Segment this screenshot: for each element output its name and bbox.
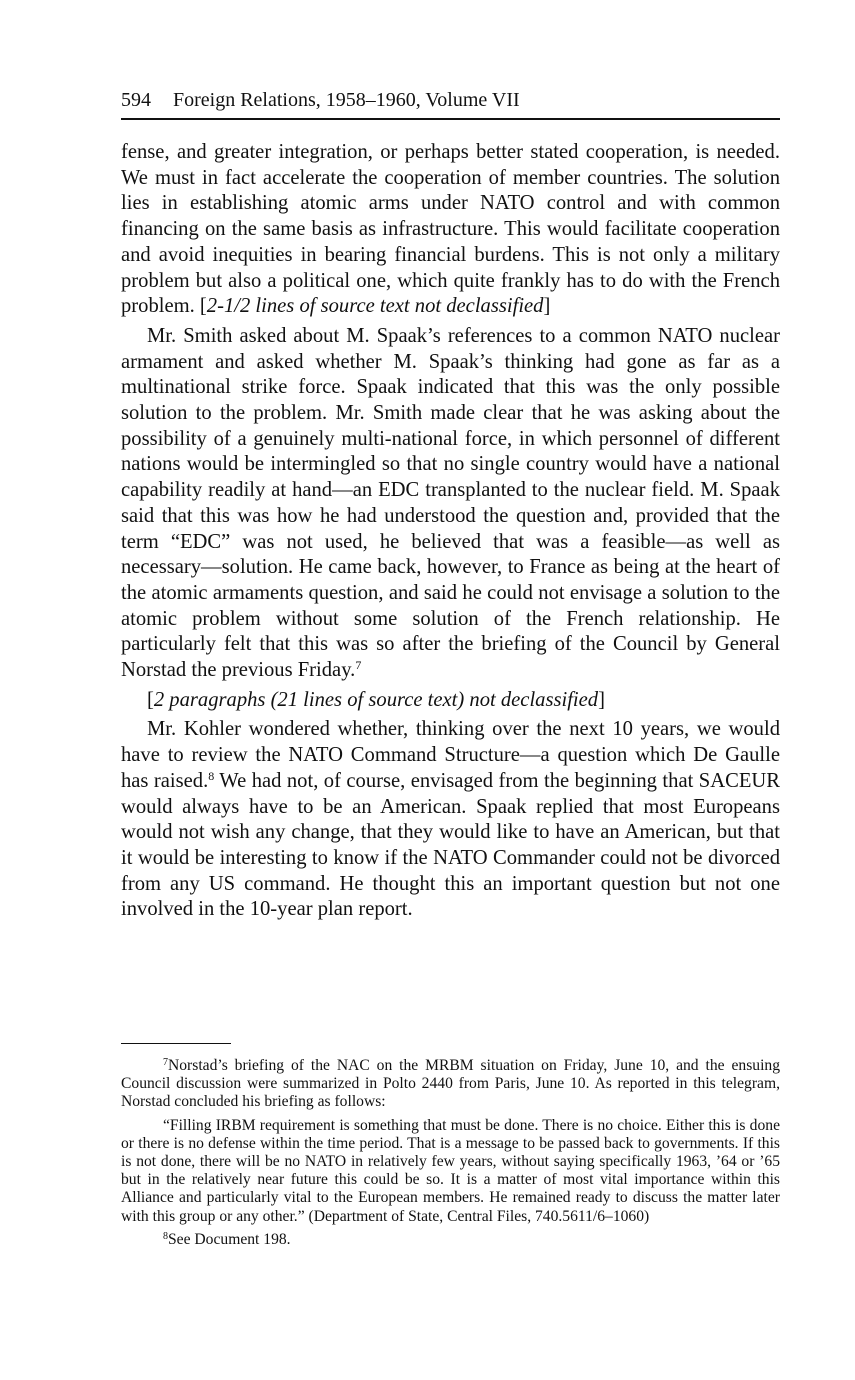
- footnote-7-quote: [121, 1117, 780, 1226]
- footnote-7-number: 7: [163, 1057, 168, 1068]
- paragraph-2: [121, 324, 780, 684]
- paragraph-4-text-a: Mr. Kohler wondered whether, thinking over the next 10 years, we would have to review the NATO Command Structure—a question which De Gaulle has raised.: [121, 718, 780, 792]
- running-header: [121, 88, 780, 120]
- bracket-close-1: ]: [543, 295, 551, 318]
- footnote-8-text: See Document 198.: [168, 1230, 291, 1248]
- bracket-open-3: [: [147, 688, 154, 711]
- footnote-divider: [121, 1043, 231, 1044]
- footnote-ref-7[interactable]: 7: [355, 658, 362, 673]
- bracket-close-3: ]: [598, 688, 605, 711]
- paragraph-1-text: fense, and greater integration, or perhaps better stated cooperation, is needed. We must in fact accelerate the cooperation of member countries. The solution lies in establishing atomic arms under NATO control and with common financing on the same basis as infrastructure. This would facilitate cooperation and avoid inequities in bearing financial burdens. This is not only a military problem but also a political one, which quite frankly has to do with the French problem. [: [121, 141, 780, 318]
- declassification-note-1: 2-1/2 lines of source text not declassified: [206, 295, 544, 318]
- main-text: [121, 140, 780, 927]
- paragraph-4-text-b: We had not, of course, envisaged from the beginning that SACEUR would always have to be an American. Spaak replied that most Europeans would not wish any change, that they would like to have an American, but that it would be interesting to know if the NATO Commander could not be divorced from any US command. He thought this an important question but not one involved in the 10-year plan report.: [121, 769, 781, 921]
- paragraph-1: [121, 140, 780, 320]
- footnotes: [121, 1057, 780, 1254]
- paragraph-2-text: Mr. Smith asked about M. Spaak’s references to a common NATO nuclear armament and asked whether M. Spaak’s thinking had gone as far as a multinational strike force. Spaak indicated that this was the only possible solution to the problem. Mr. Smith made clear that he was asking about the possibility of a genuinely multi-national force, in which personnel of different nations would be intermingled so that no single country would have a national capability readily at hand—an EDC transplanted to the nuclear field. M. Spaak said that this was how he had understood the question and, provided that the term “EDC” was not used, he believed that was a feasible—as well as necessary—solution. He came back, however, to France as being at the heart of the atomic armaments question, and said he could not envisage a solution to the atomic problem without some solution of the French relationship. He particularly felt that this was so after the briefing of the Council by General Norstad the previous Friday.: [121, 324, 780, 682]
- footnote-8: [121, 1231, 780, 1249]
- declassification-note-2: 2 paragraphs (21 lines of source text) not declassified: [153, 688, 599, 711]
- footnote-8-number: 8: [163, 1230, 168, 1242]
- footnote-ref-8[interactable]: 8: [208, 768, 215, 783]
- paragraph-3: [121, 688, 780, 714]
- footnote-7: [121, 1057, 780, 1112]
- page-number: 594: [121, 89, 151, 111]
- footnote-7-quote-text: “Filling IRBM requirement is something that must be done. There is no choice. Either this is done or there is no defense within the time period. That is a message to be passed back to governments. If this is not done, there will be no NATO in relatively few years, without saying specifically 1963, ’64 or ’65 but in the relatively near future this could be so. It is a matter of most vital importance within this Alliance and particularly vital to the European members. He remained ready to discuss the matter later with this group or any other.” (Department of State, Central Files, 740.5611/6–1060): [121, 1116, 780, 1225]
- paragraph-4: [121, 717, 780, 923]
- running-title: Foreign Relations, 1958–1960, Volume VII: [173, 89, 520, 111]
- footnote-7-text: Norstad’s briefing of the NAC on the MRBM situation on Friday, June 10, and the ensuing Council discussion were summarized in Polto 2440 from Paris, June 10. As reported in this telegram, Norstad concluded his briefing as follows:: [121, 1057, 780, 1111]
